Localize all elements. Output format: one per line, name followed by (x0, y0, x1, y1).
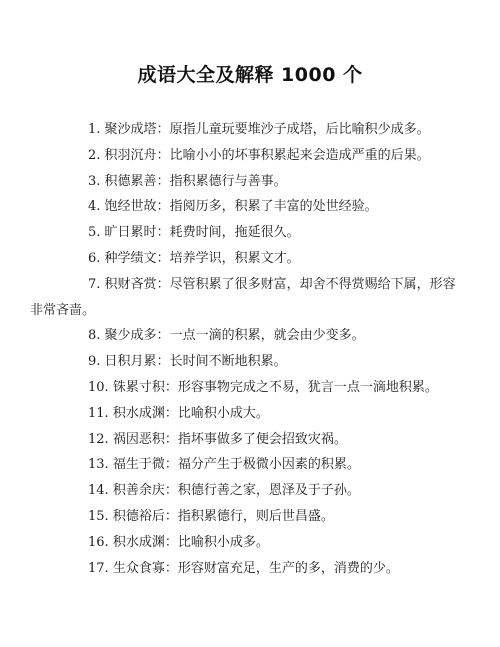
idiom-definition: 尽管积累了很多财富，却舍不得赏赐给下属，形容非常吝啬。 (30, 276, 456, 318)
idiom-definition: 指坏事做多了便会招致灾祸。 (177, 431, 347, 447)
idiom-definition: 形容事物完成之不易，犹言一点一滴地积累。 (177, 379, 438, 395)
idiom-definition: 长时间不断地积累。 (169, 354, 287, 370)
idiom-term: 积德裕后 (112, 508, 165, 524)
idiom-definition: 积德行善之家，恩泽及于子孙。 (177, 483, 360, 499)
entry-number: 15. (88, 508, 109, 524)
list-item (30, 323, 464, 349)
idiom-term: 铢累寸积 (112, 379, 165, 395)
idiom-definition: 比喻积小成大。 (177, 405, 269, 421)
term-separator: ： (156, 122, 170, 137)
idiom-definition: 福分产生于极微小因素的积累。 (177, 457, 360, 473)
list-item (30, 220, 464, 246)
idiom-term: 积水成渊 (112, 405, 165, 421)
entry-number: 17. (88, 560, 109, 576)
idiom-term: 福生于微 (112, 457, 165, 473)
list-item (30, 530, 464, 556)
list-item (30, 272, 464, 324)
idiom-definition: 比喻小小的坏事积累起来会造成严重的后果。 (169, 147, 430, 163)
idiom-definition: 指积累德行与善事。 (169, 173, 287, 189)
idiom-term: 聚少成多 (104, 328, 157, 344)
list-item (30, 556, 464, 582)
entry-number: 13. (88, 457, 109, 473)
entry-number: 10. (88, 379, 109, 395)
entry-number: 6. (88, 250, 101, 266)
entry-number: 5. (88, 225, 101, 241)
term-separator: ： (164, 457, 178, 473)
idiom-term: 积财吝赏 (104, 276, 157, 292)
list-item (30, 427, 464, 453)
idiom-definition: 原指儿童玩要堆沙子成塔，后比喻积少成多。 (169, 122, 430, 137)
term-separator: ： (164, 405, 178, 421)
document-title: 成语大全及解释 1000 个 (137, 64, 363, 86)
list-item (30, 194, 464, 220)
idiom-term: 积德累善 (104, 173, 157, 189)
entry-number: 12. (88, 431, 109, 447)
idiom-term: 积水成渊 (112, 534, 165, 550)
list-item (30, 143, 464, 169)
term-separator: ： (156, 173, 170, 189)
term-separator: ： (164, 508, 178, 524)
idiom-term: 饱经世故 (104, 199, 157, 215)
entry-number: 9. (88, 354, 101, 370)
idiom-list (30, 117, 464, 581)
entry-number: 11. (88, 405, 109, 421)
list-item (30, 401, 464, 427)
entry-number: 1. (88, 122, 101, 137)
idiom-term: 祸因恶积 (112, 431, 165, 447)
idiom-definition: 形容财富充足，生产的多，消费的少。 (177, 560, 399, 576)
idiom-definition: 一点一滴的积累，就会由少变多。 (169, 328, 365, 344)
entry-number: 16. (88, 534, 109, 550)
list-item (30, 452, 464, 478)
list-item (30, 169, 464, 195)
list-item (30, 349, 464, 375)
term-separator: ： (156, 199, 170, 215)
term-separator: ： (164, 431, 178, 447)
term-separator: ： (164, 560, 178, 576)
list-item (30, 504, 464, 530)
term-separator: ： (164, 534, 178, 550)
entry-number: 3. (88, 173, 101, 189)
list-item (30, 478, 464, 504)
entry-number: 8. (88, 328, 101, 344)
term-separator: ： (156, 250, 170, 266)
idiom-term: 旷日累时 (104, 225, 157, 241)
term-separator: ： (164, 379, 178, 395)
term-separator: ： (156, 147, 170, 163)
idiom-definition: 耗费时间，拖延很久。 (169, 225, 300, 241)
idiom-definition: 指阅历多，积累了丰富的处世经验。 (169, 199, 378, 215)
idiom-term: 生众食寡 (112, 560, 165, 576)
idiom-term: 积善余庆 (112, 483, 165, 499)
term-separator: ： (156, 328, 170, 344)
list-item (30, 246, 464, 272)
list-item (30, 375, 464, 401)
idiom-term: 积羽沉舟 (104, 147, 157, 163)
idiom-definition: 培养学识，积累文才。 (169, 250, 300, 266)
list-item (30, 117, 464, 143)
entry-number: 2. (88, 147, 101, 163)
idiom-term: 聚沙成塔 (104, 122, 157, 137)
term-separator: ： (156, 354, 170, 370)
entry-number: 4. (88, 199, 101, 215)
idiom-term: 日积月累 (104, 354, 157, 370)
entry-number: 14. (88, 483, 109, 499)
idiom-definition: 指积累德行，则后世昌盛。 (177, 508, 334, 524)
idiom-definition: 比喻积小成多。 (177, 534, 269, 550)
entry-number: 7. (88, 276, 101, 292)
term-separator: ： (156, 276, 170, 292)
idiom-term: 种学绩文 (104, 250, 157, 266)
term-separator: ： (164, 483, 178, 499)
term-separator: ： (156, 225, 170, 241)
